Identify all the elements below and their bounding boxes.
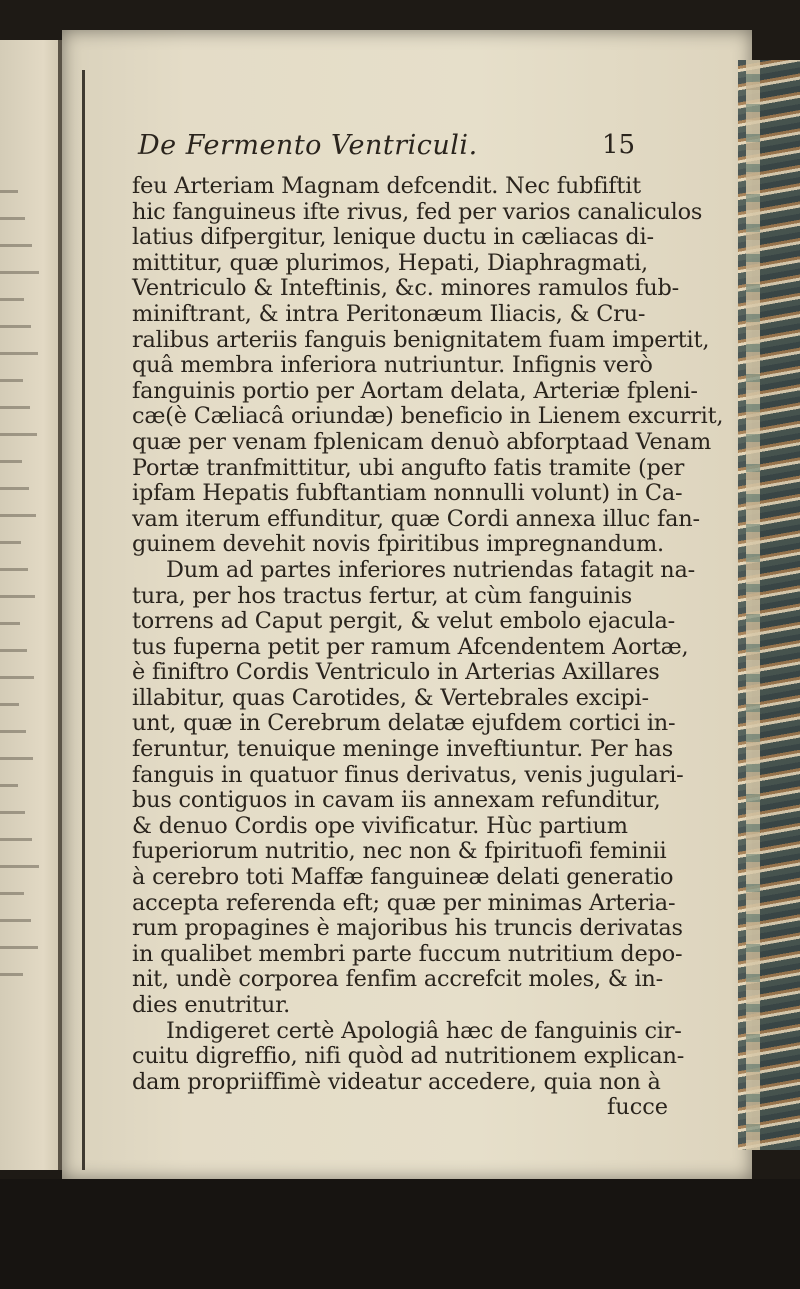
facing-page-text-fragment — [0, 298, 24, 301]
text-line: feruntur, tenuique meninge inveftiuntur. Per has — [132, 736, 673, 763]
text-line: cæ(è Cæliacâ oriundæ) beneficio in Lienem excurrit, — [132, 403, 724, 430]
page-text — [132, 130, 724, 1121]
gutter-rule — [82, 70, 85, 1170]
text-line: Indigeret certè Apologiâ hæc de fanguinis cir- — [166, 1017, 682, 1044]
facing-page-text-fragment — [0, 406, 30, 409]
text-line: & denuo Cordis ope vivificatur. Hùc partium — [132, 812, 628, 839]
facing-page-text-fragment — [0, 541, 21, 544]
text-line: ipfam Hepatis fubftantiam nonnulli volunt) in Ca- — [132, 480, 683, 507]
facing-page-text-fragment — [0, 946, 38, 949]
facing-page-text-fragment — [0, 190, 18, 193]
paragraph-1 — [132, 173, 724, 558]
text-line: dam propriiffimè videatur accedere, quia non à — [132, 1068, 661, 1095]
facing-page-text-fragment — [0, 865, 39, 868]
text-line: illabitur, quas Carotides, & Vertebrales excipi- — [132, 684, 649, 711]
facing-page-edge — [0, 40, 62, 1170]
text-line: quæ per venam fplenicam denuò abforptaad Venam — [132, 428, 712, 455]
text-line: guinem devehit novis fpiritibus impregnandum. — [132, 531, 664, 558]
scan-background — [0, 1179, 800, 1289]
facing-page-text-fragment — [0, 271, 39, 274]
facing-page-text-fragment — [0, 460, 22, 463]
facing-page-text-fragment — [0, 811, 25, 814]
text-line: mittitur, quæ plurimos, Hepati, Diaphragmati, — [132, 249, 648, 276]
page-number: 15 — [602, 130, 636, 160]
facing-page-text-fragment — [0, 622, 20, 625]
facing-page-text-fragment — [0, 433, 37, 436]
text-line: tus fuperna petit per ramum Afcendentem Aortæ, — [132, 633, 689, 660]
text-line: Dum ad partes inferiores nutriendas fatagit na- — [166, 556, 695, 583]
running-head: De Fermento Ventriculi. — [138, 130, 478, 161]
paragraph-3 — [132, 1019, 692, 1096]
facing-page-text-fragment — [0, 325, 31, 328]
text-line: unt, quæ in Cerebrum delatæ ejufdem cortici in- — [132, 710, 676, 737]
text-line: hic fanguineus ifte rivus, fed per varios canaliculos — [132, 198, 703, 225]
facing-page-text-fragment — [0, 919, 31, 922]
page-edge-strip — [746, 60, 760, 1150]
text-line: feu Arteriam Magnam defcendit. Nec fubfiftit — [132, 173, 641, 199]
text-line: fanguinis portio per Aortam delata, Arteriæ fpleni- — [132, 377, 698, 404]
facing-page-text-fragment — [0, 595, 35, 598]
facing-page-text-fragment — [0, 352, 38, 355]
facing-page-text-fragment — [0, 838, 32, 841]
facing-page-text-fragment — [0, 487, 29, 490]
text-line: latius difpergitur, lenique ductu in cæliacas di- — [132, 224, 654, 251]
text-line: Ventriculo & Inteftinis, &c. minores ramulos fub- — [132, 275, 680, 302]
facing-page-text-fragment — [0, 217, 25, 220]
text-line: bus contiguos in cavam iis annexam refunditur, — [132, 787, 661, 814]
facing-page-text-fragment — [0, 892, 24, 895]
text-line: in qualibet membri parte fuccum nutritium depo- — [132, 940, 683, 967]
facing-page-text-fragment — [0, 244, 32, 247]
text-line: à cerebro toti Maffæ fanguineæ delati generatio — [132, 864, 674, 891]
text-line: nit, undè corporea fenfim accrefcit moles, & in- — [132, 966, 664, 993]
facing-page-text-fragment — [0, 757, 33, 760]
text-line: fuperiorum nutritio, nec non & fpirituofi feminii — [132, 838, 667, 865]
facing-page-text-fragment — [0, 730, 26, 733]
facing-page-text-fragment — [0, 514, 36, 517]
text-line: ralibus arteriis fanguis benignitatem fuam impertit, — [132, 326, 710, 353]
facing-page-text-fragment — [0, 784, 18, 787]
text-line: fanguis in quatuor finus derivatus, venis jugulari- — [132, 761, 684, 788]
facing-page-text-fragment — [0, 379, 23, 382]
text-line: rum propagines è majoribus his truncis derivatas — [132, 915, 683, 942]
text-line: miniftrant, & intra Peritonæum Iliacis, & Cru- — [132, 300, 646, 327]
text-line: tura, per hos tractus fertur, at cùm fanguinis — [132, 582, 632, 609]
facing-page-text-fragment — [0, 676, 34, 679]
paragraph-2 — [132, 556, 695, 1019]
text-line: è finiftro Cordis Ventriculo in Arterias Axillares — [132, 659, 660, 686]
text-line: torrens ad Caput pergit, & velut embolo ejacula- — [132, 608, 676, 635]
catchword: fucce — [607, 1094, 669, 1121]
text-line: dies enutritur. — [132, 992, 291, 1018]
facing-page-text-fragment — [0, 568, 28, 571]
text-line: quâ membra inferiora nutriuntur. Infignis verò — [132, 352, 653, 379]
facing-page-text-fragment — [0, 649, 27, 652]
facing-page-text-fragment — [0, 703, 19, 706]
text-line: cuitu digreffio, nifi quòd ad nutritionem explican- — [132, 1043, 685, 1070]
facing-page-text-fragment — [0, 973, 23, 976]
text-line: Portæ tranfmittitur, ubi angufto fatis tramite (per — [132, 454, 685, 481]
text-line: accepta referenda eft; quæ per minimas Arteria- — [132, 889, 676, 916]
text-line: vam iterum effunditur, quæ Cordi annexa illuc fan- — [132, 505, 700, 532]
page-header — [132, 130, 692, 170]
